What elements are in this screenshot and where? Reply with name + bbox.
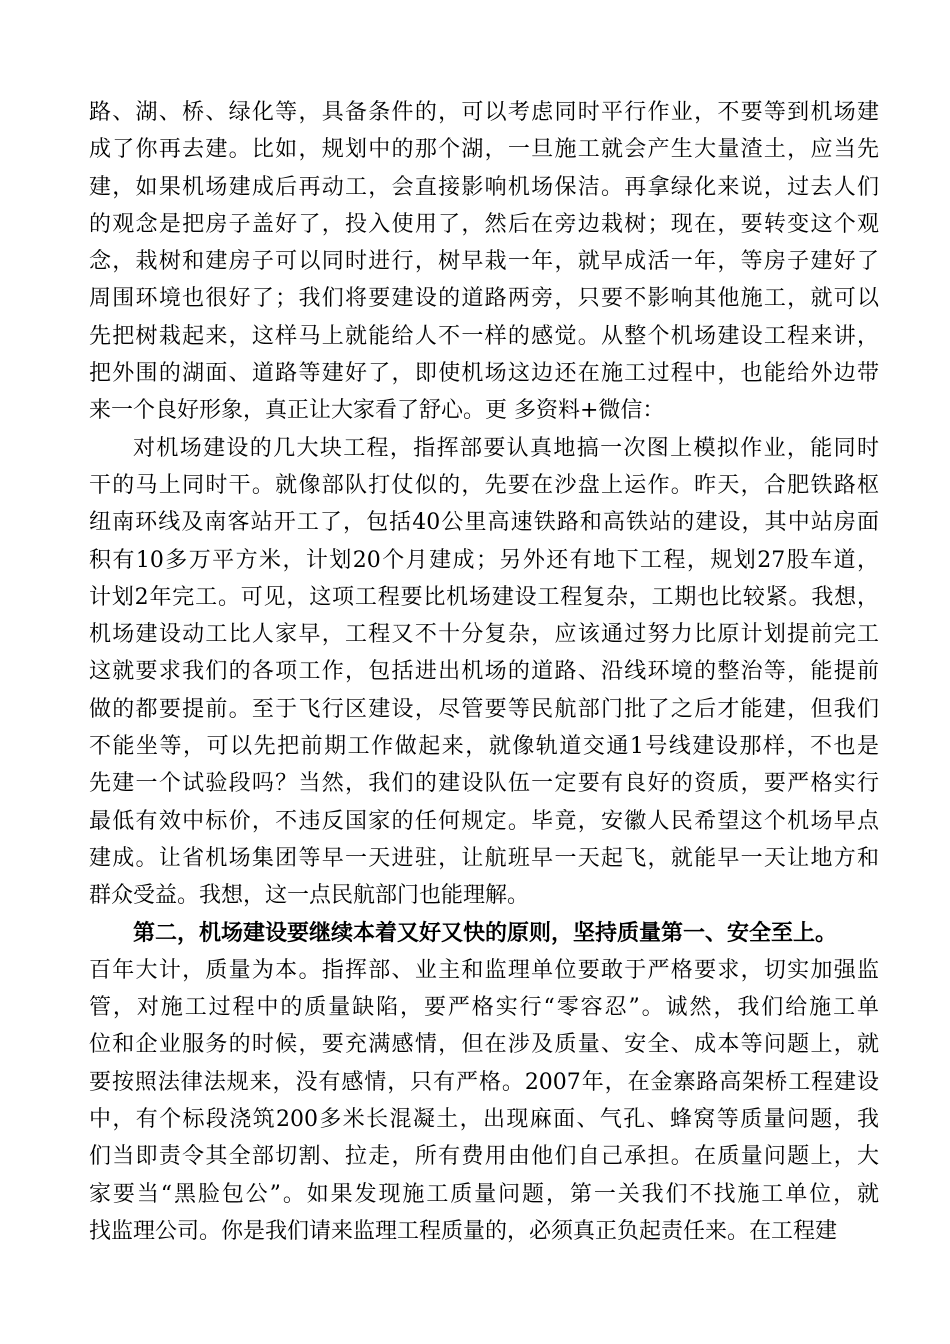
text-line: 家要当“黑脸包公”。如果发现施工质量问题，第一关我们不找施工单位，就 bbox=[89, 1181, 879, 1207]
text-line: 不能坐等，可以先把前期工作做起来，就像轨道交通1号线建设那样，不也是 bbox=[89, 734, 879, 760]
paragraph bbox=[89, 94, 879, 430]
text-line: 来一个良好形象，真正让大家看了舒心。更 多资料+微信： bbox=[89, 398, 665, 424]
text-line: 机场建设动工比人家早，工程又不十分复杂，应该通过努力比原计划提前完工 bbox=[89, 622, 879, 648]
text-line: 最低有效中标价，不违反国家的任何规定。毕竟，安徽人民希望这个机场早点 bbox=[89, 808, 879, 834]
text-line: 念，栽树和建房子可以同时进行，树早栽一年，就早成活一年，等房子建好了 bbox=[89, 249, 879, 275]
text-line: 路、湖、桥、绿化等，具备条件的，可以考虑同时平行作业，不要等到机场建 bbox=[89, 100, 879, 125]
paragraph bbox=[89, 952, 879, 1250]
text-line: 先把树栽起来，这样马上就能给人不一样的感觉。从整个机场建设工程来讲， bbox=[89, 323, 879, 349]
text-line: 找监理公司。你是我们请来监理工程质量的，必须真正负起责任来。在工程建 bbox=[89, 1218, 838, 1244]
text-line: 建，如果机场建成后再动工，会直接影响机场保洁。再拿绿化来说，过去人们 bbox=[89, 174, 879, 200]
text-line: 位和企业服务的时候，要充满感情，但在涉及质量、安全、成本等问题上，就 bbox=[89, 1032, 879, 1058]
text-line: 对机场建设的几大块工程，指挥部要认真地搞一次图上模拟作业，能同时 bbox=[133, 435, 879, 461]
text-line: 把外围的湖面、道路等建好了，即使机场这边还在施工过程中，也能给外边带 bbox=[89, 361, 879, 387]
text-line: 要按照法律法规来，没有感情，只有严格。2007年，在金寨路高架桥工程建设 bbox=[89, 1069, 879, 1095]
text-line: 第二，机场建设要继续本着又好又快的原则，坚持质量第一、安全至上。 bbox=[133, 919, 838, 946]
text-line: 中，有个标段浇筑200多米长混凝土，出现麻面、气孔、蜂窝等质量问题，我 bbox=[89, 1107, 879, 1133]
text-line: 建成。让省机场集团等早一天进驻，让航班早一天起飞，就能早一天让地方和 bbox=[89, 845, 879, 871]
text-line: 们当即责令其全部切割、拉走，所有费用由他们自己承担。在质量问题上，大 bbox=[89, 1144, 879, 1170]
text-line: 周围环境也很好了；我们将要建设的道路两旁，只要不影响其他施工，就可以 bbox=[89, 286, 879, 312]
text-line: 积有10多万平方米，计划20个月建成；另外还有地下工程，规划27股车道， bbox=[89, 547, 879, 573]
document-page bbox=[89, 94, 879, 1250]
text-line: 做的都要提前。至于飞行区建设，尽管要等民航部门批了之后才能建，但我们 bbox=[89, 696, 879, 722]
text-line: 成了你再去建。比如，规划中的那个湖，一旦施工就会产生大量渣土，应当先 bbox=[89, 137, 879, 163]
text-line: 管，对施工过程中的质量缺陷，要严格实行“零容忍”。诚然，我们给施工单 bbox=[89, 995, 879, 1021]
text-line: 百年大计，质量为本。指挥部、业主和监理单位要敢于严格要求，切实加强监 bbox=[89, 957, 879, 983]
text-line: 干的马上同时干。就像部队打仗似的，先要在沙盘上运作。昨天，合肥铁路枢 bbox=[89, 472, 879, 498]
paragraph bbox=[89, 430, 879, 915]
text-line: 的观念是把房子盖好了，投入使用了，然后在旁边栽树；现在，要转变这个观 bbox=[89, 211, 879, 237]
text-line: 这就要求我们的各项工作，包括进出机场的道路、沿线环境的整治等，能提前 bbox=[89, 659, 879, 685]
text-line: 计划2年完工。可见，这项工程要比机场建设工程复杂，工期也比较紧。我想， bbox=[89, 584, 879, 610]
text-line: 先建一个试验段吗？当然，我们的建设队伍一定要有良好的资质，要严格实行 bbox=[89, 771, 879, 797]
paragraph bbox=[89, 915, 879, 952]
text-line: 纽南环线及南客站开工了，包括40公里高速铁路和高铁站的建设，其中站房面 bbox=[89, 510, 879, 536]
text-line: 群众受益。我想，这一点民航部门也能理解。 bbox=[89, 883, 530, 909]
